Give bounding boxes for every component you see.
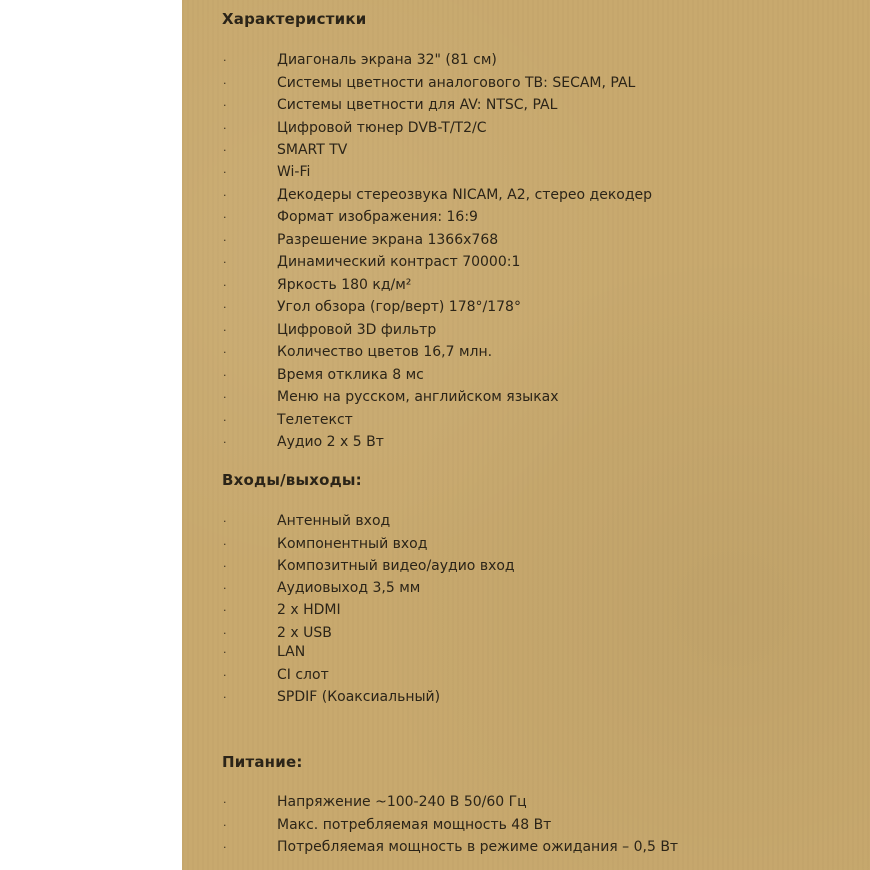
list-item xyxy=(182,229,870,251)
item-text: Системы цветности для AV: NTSC, PAL xyxy=(277,97,558,113)
item-text: LAN xyxy=(277,644,306,660)
spec-sheet xyxy=(182,0,870,870)
bullet: · xyxy=(223,391,227,404)
list-item xyxy=(182,641,870,663)
item-text: Системы цветности аналогового ТВ: SECAM, PAL xyxy=(277,75,636,91)
item-text: Компонентный вход xyxy=(277,536,428,552)
list-item xyxy=(182,206,870,228)
list-item xyxy=(182,836,870,858)
section-title-power: Питание: xyxy=(222,753,303,771)
bullet: · xyxy=(223,122,227,135)
list-item xyxy=(182,117,870,139)
bullet: · xyxy=(223,646,227,659)
bullet: · xyxy=(223,819,227,832)
list-item xyxy=(182,510,870,532)
list-item xyxy=(182,364,870,386)
list-item xyxy=(182,555,870,577)
list-item xyxy=(182,49,870,71)
bullet: · xyxy=(223,279,227,292)
list-item xyxy=(182,94,870,116)
list-item xyxy=(182,599,870,621)
item-text: SPDIF (Коаксиальный) xyxy=(277,689,441,705)
list-item xyxy=(182,577,870,599)
list-item xyxy=(182,274,870,296)
item-text: Цифровой 3D фильтр xyxy=(277,322,437,338)
bullet: · xyxy=(223,841,227,854)
bullet: · xyxy=(223,369,227,382)
item-text: Меню на русском, английском языках xyxy=(277,389,559,405)
item-text: CI слот xyxy=(277,667,329,683)
list-item xyxy=(182,664,870,686)
item-text: SMART TV xyxy=(277,142,348,158)
bullet: · xyxy=(223,54,227,67)
item-text: Декодеры стереозвука NICAM, A2, стерео декодер xyxy=(277,187,653,203)
bullet: · xyxy=(223,234,227,247)
bullet: · xyxy=(223,301,227,314)
item-text: Время отклика 8 мс xyxy=(277,367,424,383)
item-text: Wi-Fi xyxy=(277,164,311,180)
item-text: Макс. потребляемая мощность 48 Вт xyxy=(277,817,552,833)
bullet: · xyxy=(223,346,227,359)
list-item xyxy=(182,296,870,318)
bullet: · xyxy=(223,189,227,202)
section-title-characteristics: Характеристики xyxy=(222,10,367,28)
bullet: · xyxy=(223,77,227,90)
item-text: Телетекст xyxy=(277,412,353,428)
bullet: · xyxy=(223,324,227,337)
item-text: Количество цветов 16,7 млн. xyxy=(277,344,493,360)
item-text: 2 х USB xyxy=(277,625,332,641)
bullet: · xyxy=(223,691,227,704)
bullet: · xyxy=(223,796,227,809)
bullet: · xyxy=(223,99,227,112)
list-item xyxy=(182,386,870,408)
bullet: · xyxy=(223,515,227,528)
item-text: Напряжение ~100-240 В 50/60 Гц xyxy=(277,794,527,810)
bullet: · xyxy=(223,144,227,157)
list-item xyxy=(182,409,870,431)
item-text: Разрешение экрана 1366x768 xyxy=(277,232,499,248)
list-item xyxy=(182,184,870,206)
list-item xyxy=(182,533,870,555)
bullet: · xyxy=(223,256,227,269)
item-text: Аудиовыход 3,5 мм xyxy=(277,580,421,596)
list-item xyxy=(182,72,870,94)
item-text: Антенный вход xyxy=(277,513,391,529)
item-text: Угол обзора (гор/верт) 178°/178° xyxy=(277,299,521,315)
bullet: · xyxy=(223,582,227,595)
item-text: Цифровой тюнер DVB-T/T2/C xyxy=(277,120,487,136)
bullet: · xyxy=(223,669,227,682)
list-item xyxy=(182,251,870,273)
list-item xyxy=(182,139,870,161)
list-item xyxy=(182,319,870,341)
list-item xyxy=(182,161,870,183)
section-title-io: Входы/выходы: xyxy=(222,471,362,489)
bullet: · xyxy=(223,414,227,427)
bullet: · xyxy=(223,436,227,449)
list-item xyxy=(182,431,870,453)
item-text: 2 х HDMI xyxy=(277,602,341,618)
item-text: Композитный видео/аудио вход xyxy=(277,558,515,574)
bullet: · xyxy=(223,538,227,551)
item-text: Аудио 2 х 5 Вт xyxy=(277,434,384,450)
list-item xyxy=(182,686,870,708)
bullet: · xyxy=(223,211,227,224)
list-item xyxy=(182,791,870,813)
item-text: Диагональ экрана 32" (81 см) xyxy=(277,52,497,68)
item-text: Формат изображения: 16:9 xyxy=(277,209,478,225)
list-item xyxy=(182,341,870,363)
bullet: · xyxy=(223,166,227,179)
bullet: · xyxy=(223,627,227,640)
item-text: Динамический контраст 70000:1 xyxy=(277,254,521,270)
list-item xyxy=(182,814,870,836)
bullet: · xyxy=(223,604,227,617)
bullet: · xyxy=(223,560,227,573)
item-text: Потребляемая мощность в режиме ожидания – 0,5 Вт xyxy=(277,839,679,855)
item-text: Яркость 180 кд/м² xyxy=(277,277,412,293)
